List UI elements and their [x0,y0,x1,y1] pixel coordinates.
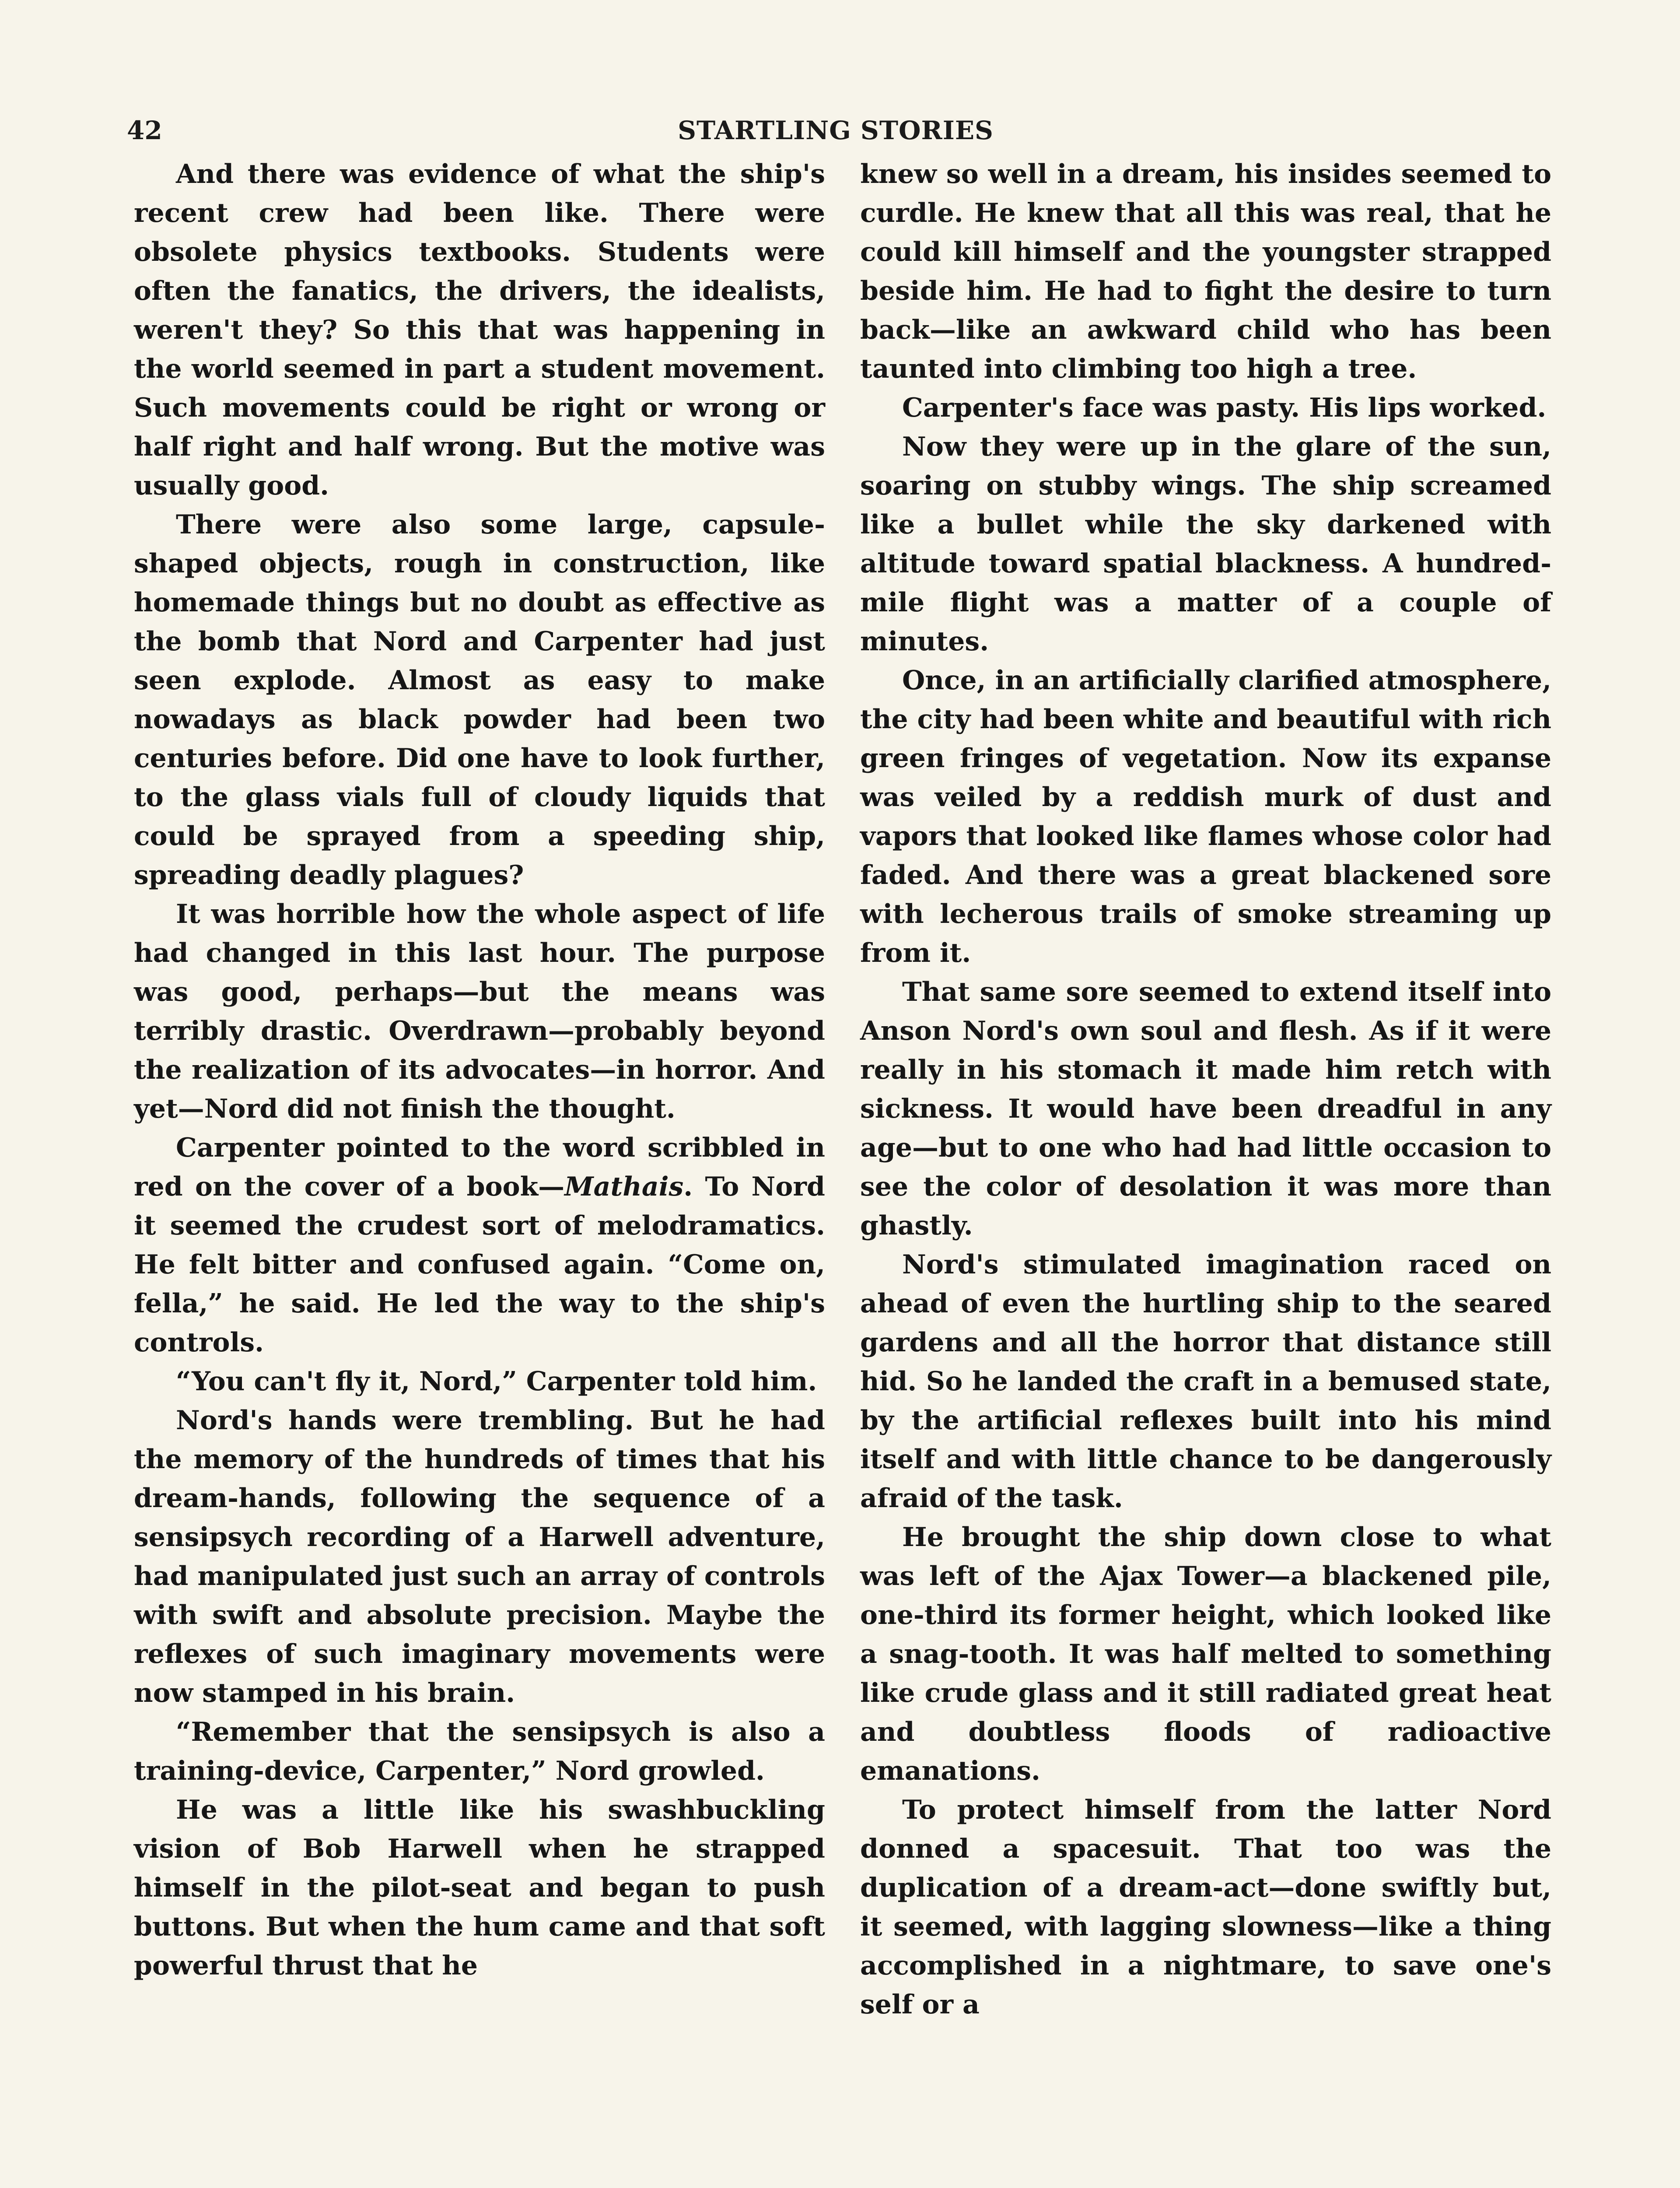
paragraph: “Remember that the sensipsych is also a training-device, Carpenter,” Nord growled. [134,1717,825,1786]
paragraph-text: Carpenter pointed to the word scribbled in red on the cover of a book— [134,1133,825,1202]
right-column [860,155,1551,2024]
paragraph: Carpenter's face was pasty. His lips worked. [902,393,1547,423]
page-number: 42 [127,116,162,145]
running-head: STARTLING STORIES [678,116,994,145]
paragraph: There were also some large, capsule-shaped objects, rough in construction, like homemade things but no doubt as effective as the bomb that Nord and Carpenter had just seen explode. Almost as easy to make nowadays as black powder had been two centuries before. Did one have to look further, to the glass vials full of cloudy liquids that could be sprayed from a speeding ship, spreading deadly plagues? [134,509,825,891]
paragraph: It was horrible how the whole aspect of life had changed in this last hour. The purpose was good, perhaps—but the means was terribly drastic. Overdrawn—probably beyond the realization of its advocates—in horror. And yet—Nord did not finish the thought. [134,899,825,1124]
page-header [127,113,1544,148]
paragraph: Nord's hands were trembling. But he had the memory of the hundreds of times that his dream-hands, following the sequence of a sensipsych recording of a Harwell adventure, had manipulated just such an array of controls with swift and absolute precision. Maybe the reflexes of such imaginary movements were now stamped in his brain. [134,1405,825,1708]
paragraph-continued: knew so well in a dream, his insides seemed to curdle. He knew that all this was real, that he could kill himself and the youngster strapped beside him. He had to fight the desire to turn back—like an awkward child who has been taunted into climbing too high a tree. [860,159,1551,384]
paragraph-text: . To Nord it seemed the crudest sort of melodramatics. He felt bitter and confused again. “Come on, fella,” he said. He led the way to the ship's controls. [134,1171,825,1358]
left-column [134,155,825,1985]
paragraph: Once, in an artificially clarified atmosphere, the city had been white and beautiful with rich green fringes of vegetation. Now its expanse was veiled by a reddish murk of dust and vapors that looked like flames whose color had faded. And there was a great blackened sore with lecherous trails of smoke streaming up from it. [860,665,1551,968]
book-title: Mathais [564,1171,684,1202]
paragraph: He was a little like his swashbuckling vision of Bob Harwell when he strapped himself in the pilot-seat and began to push buttons. But when the hum came and that soft powerful thrust that he [134,1795,825,1981]
paragraph: That same sore seemed to extend itself into Anson Nord's own soul and flesh. As if it were really in his stomach it made him retch with sickness. It would have been dreadful in any age—but to one who had had little occasion to see the color of desolation it was more than ghastly. [860,977,1551,1241]
paragraph: He brought the ship down close to what was left of the Ajax Tower—a blackened pile, one-third its former height, which looked like a snag-tooth. It was half melted to something like crude glass and it still radiated great heat and doubtless floods of radioactive emanations. [860,1522,1551,1786]
paragraph [134,1129,825,1362]
paragraph: Now they were up in the glare of the sun, soaring on stubby wings. The ship screamed like a bullet while the sky darkened with altitude toward spatial blackness. A hundred-mile flight was a matter of a couple of minutes. [860,431,1551,657]
paragraph: “You can't fly it, Nord,” Carpenter told him. [176,1366,817,1397]
paragraph: Nord's stimulated imagination raced on ahead of even the hurtling ship to the seared gardens and all the horror that distance still hid. So he landed the craft in a bemused state, by the artificial reflexes built into his mind itself and with little chance to be dangerously afraid of the task. [860,1249,1551,1514]
paragraph: And there was evidence of what the ship's recent crew had been like. There were obsolete physics textbooks. Students were often the fanatics, the drivers, the idealists, weren't they? So this that was happening in the world seemed in part a student movement. Such movements could be right or wrong or half right and half wrong. But the motive was usually good. [134,159,825,501]
paragraph: To protect himself from the latter Nord donned a spacesuit. That too was the duplication of a dream-act—done swiftly but, it seemed, with lagging slowness—like a thing accomplished in a nightmare, to save one's self or a [860,1795,1551,2020]
